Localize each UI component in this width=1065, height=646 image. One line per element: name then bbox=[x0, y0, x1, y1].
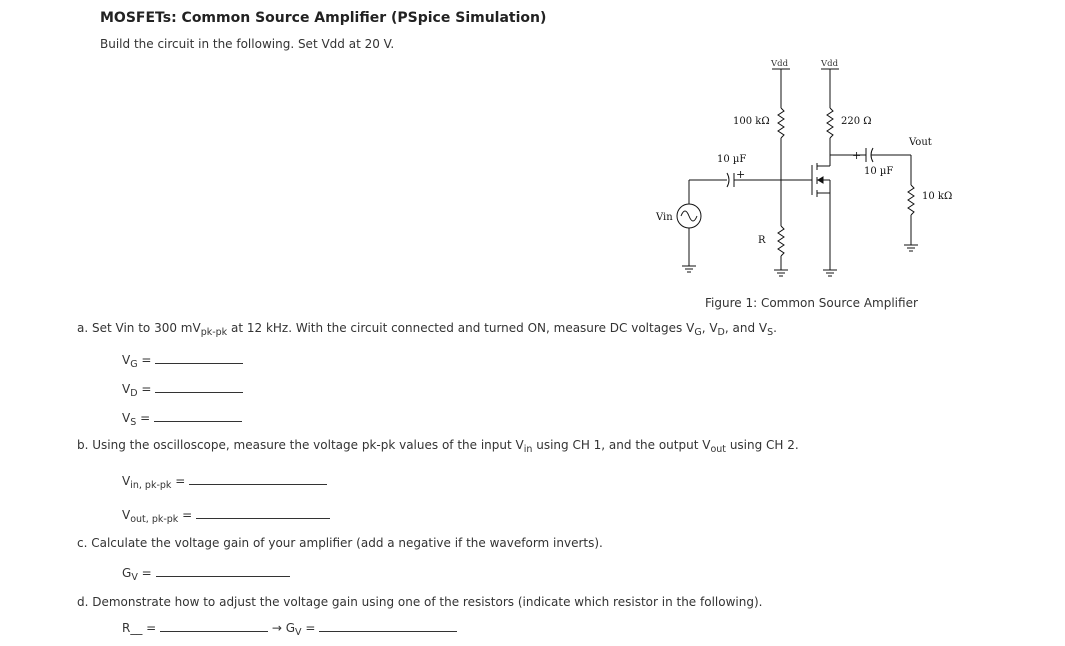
resistor-220-label: 220 Ω bbox=[841, 116, 872, 127]
vg-answer-row: $V_G$ = bbox=[122, 353, 243, 367]
resistor-adjust-row: R__ = → $G_V$ = bbox=[122, 621, 457, 635]
intro-text: Build the circuit in the following. Set Vdd at 20 V. bbox=[100, 37, 395, 51]
vd-answer-row: $V_D$ = bbox=[122, 382, 243, 396]
resistor-10k-label: 10 kΩ bbox=[922, 191, 953, 202]
vout-label: Vout bbox=[909, 137, 932, 148]
new-gain-field[interactable] bbox=[319, 621, 457, 632]
vs-answer-field[interactable] bbox=[154, 411, 242, 422]
resistor-r bbox=[778, 226, 784, 256]
cap-out-plus: + bbox=[852, 149, 862, 162]
figure-caption: Figure 1: Common Source Amplifier bbox=[705, 296, 918, 310]
resistor-r-label: R bbox=[758, 235, 766, 246]
cap-in-label: 10 µF bbox=[717, 154, 747, 165]
vdd-right-label: Vdd bbox=[821, 59, 839, 69]
part-c-question: c. Calculate the voltage gain of your amplifier (add a negative if the waveform inverts). bbox=[77, 536, 603, 550]
circuit-diagram bbox=[0, 0, 1065, 300]
gv-answer-field[interactable] bbox=[156, 566, 290, 577]
part-a-question: a. Set Vin to 300 $mV_{pk-pk}$ at 12 kHz. With the circuit connected and turned ON, measure DC voltages $V_G$, $V_D$, and $V_S$. bbox=[77, 321, 777, 338]
cap-out-label: 10 µF bbox=[864, 166, 894, 177]
resistor-value-field[interactable] bbox=[160, 621, 268, 632]
vin-pkpk-answer-field[interactable] bbox=[189, 474, 327, 485]
vin-pkpk-row: $V_{in, pk-pk}$ = bbox=[122, 474, 327, 488]
resistor-10k bbox=[908, 185, 914, 215]
part-d-question: d. Demonstrate how to adjust the voltage gain using one of the resistors (indicate which resistor in the following). bbox=[77, 595, 763, 609]
vin-label: Vin bbox=[656, 212, 673, 223]
resistor-100k-label: 100 kΩ bbox=[733, 116, 770, 127]
gv-answer-row: $G_V$ = bbox=[122, 566, 290, 580]
cap-in-plus: + bbox=[736, 168, 746, 181]
vdd-left-label: Vdd bbox=[771, 59, 789, 69]
vg-answer-field[interactable] bbox=[155, 353, 243, 364]
vout-pkpk-row: $V_{out, pk-pk}$ = bbox=[122, 508, 330, 522]
resistor-100k bbox=[778, 108, 784, 138]
vd-answer-field[interactable] bbox=[155, 382, 243, 393]
vs-answer-row: $V_S$ = bbox=[122, 411, 242, 425]
part-b-question: b. Using the oscilloscope, measure the voltage pk-pk values of the input $V_{in}$ using CH 1, and the output $V_{out}$ using CH 2. bbox=[77, 438, 799, 455]
page-title: MOSFETs: Common Source Amplifier (PSpice Simulation) bbox=[100, 10, 547, 26]
resistor-220 bbox=[827, 108, 833, 138]
vout-pkpk-answer-field[interactable] bbox=[196, 508, 330, 519]
